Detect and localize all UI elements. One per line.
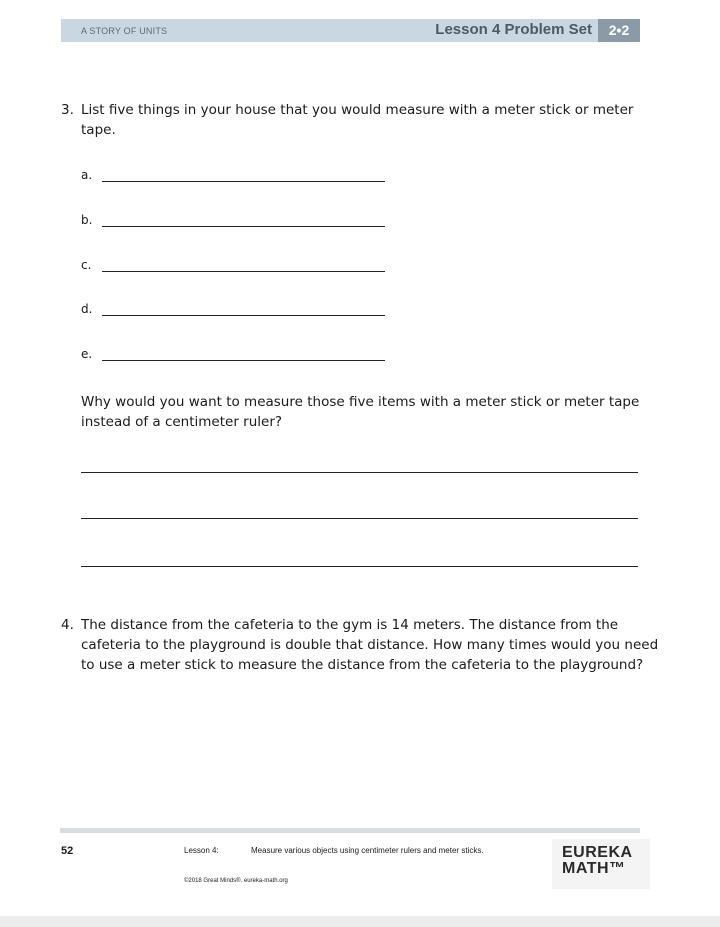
question-3-text-line2: tape. — [81, 122, 116, 138]
followup-answer-line-3[interactable] — [81, 566, 638, 567]
answer-c-letter: c. — [81, 258, 92, 272]
followup-answer-line-1[interactable] — [81, 472, 638, 473]
grade-module-badge: 2•2 — [598, 19, 640, 42]
followup-answer-line-2[interactable] — [81, 518, 638, 519]
question-3-number: 3. — [61, 102, 74, 118]
question-4-text-line3: to use a meter stick to measure the distance from the cafeteria to the playground? — [81, 657, 644, 673]
page-bottom-margin — [0, 916, 720, 927]
question-4-number: 4. — [61, 617, 74, 633]
logo-word-eureka: EUREKA — [562, 844, 633, 861]
footer-lesson-label: Lesson 4: — [184, 846, 219, 855]
answer-d-line[interactable] — [102, 315, 385, 316]
question-3-text-line1: List five things in your house that you would measure with a meter stick or meter — [81, 102, 634, 118]
curriculum-label: A STORY OF UNITS — [81, 26, 168, 36]
footer-copyright: ©2018 Great Minds®. eureka-math.org — [184, 878, 288, 884]
footer-lesson-description: Measure various objects using centimeter rulers and meter sticks. — [251, 846, 484, 855]
followup-text-line2: instead of a centimeter ruler? — [81, 414, 283, 430]
eureka-math-logo — [552, 839, 650, 889]
answer-e-line[interactable] — [102, 360, 385, 361]
question-4-text-line1: The distance from the cafeteria to the gym is 14 meters. The distance from the — [81, 617, 619, 633]
answer-c-line[interactable] — [102, 271, 385, 272]
answer-b-letter: b. — [81, 213, 93, 227]
answer-a-letter: a. — [81, 168, 93, 182]
page-header — [61, 19, 640, 42]
answer-e-letter: e. — [81, 347, 93, 361]
footer-divider — [60, 828, 640, 833]
lesson-title: Lesson 4 Problem Set — [435, 21, 592, 38]
followup-text-line1: Why would you want to measure those five items with a meter stick or meter tape — [81, 394, 640, 410]
logo-word-math: MATH™ — [562, 860, 626, 877]
answer-d-letter: d. — [81, 302, 93, 316]
page-number: 52 — [61, 845, 74, 857]
question-4-text-line2: cafeteria to the playground is double that distance. How many times would you need — [81, 637, 659, 653]
answer-a-line[interactable] — [102, 181, 385, 182]
answer-b-line[interactable] — [102, 226, 385, 227]
